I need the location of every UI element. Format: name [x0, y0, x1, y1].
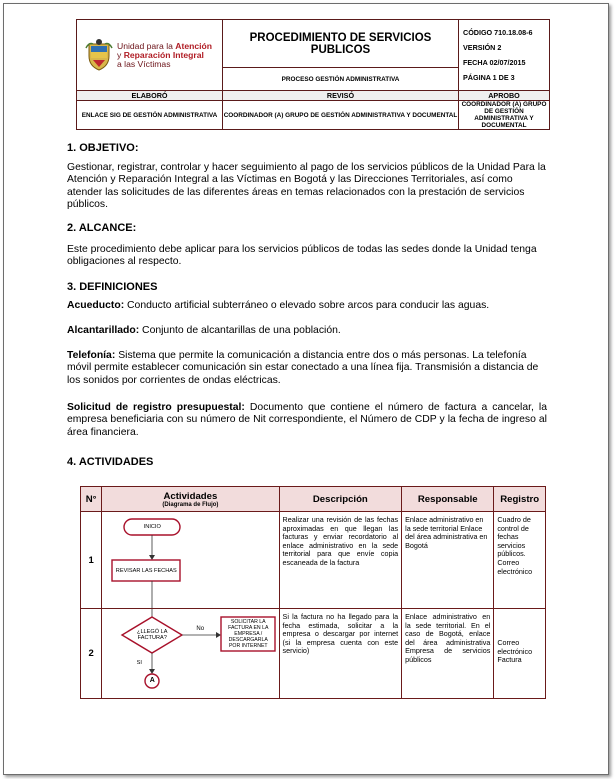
row-description: Si la factura no ha llegado para la fecha estimada, solicitar a la empresa o descargar por internet (si la empresa cuenta con este servicio): [279, 609, 402, 699]
logo-line2-bold: Reparación Integral: [123, 49, 204, 60]
aprobo-label: APROBO: [459, 91, 550, 101]
logo-line1: Unidad para la: [117, 40, 173, 51]
definition-term: Solicitud de registro presupuestal:: [67, 402, 245, 413]
document-code: CÓDIGO 710.18.08-6: [463, 27, 533, 37]
col-activities-header: [102, 487, 279, 512]
row-responsible: Enlace administrativo en la sede territorial Enlace del área administrativa en Bogotá: [402, 512, 494, 609]
flow-cell: [102, 512, 279, 609]
definition-text: Documento que contiene el número de factura a cancelar, la empresa beneficiaria con su número de Nit correspondiente, el Número de CDP y la fecha de ingreso al área financiera.: [67, 402, 547, 438]
flow-start-label: INICIO: [143, 524, 161, 530]
logo-line2: y: [117, 49, 122, 60]
section-objetivo-title: 1. OBJETIVO:: [67, 142, 139, 154]
reviso-label: REVISÓ: [223, 91, 459, 101]
logo-line3: a las Víctimas: [117, 58, 171, 69]
col-num-header: N°: [81, 487, 102, 512]
col-record-header: Registro: [494, 487, 546, 512]
definition-term: Acueducto:: [67, 300, 125, 311]
table-row: [81, 609, 546, 699]
aprobo-value: COORDINADOR (A) GRUPO DE GESTIÓN ADMINISTRATIVA Y DOCUMENTAL: [459, 101, 550, 130]
row-number: 2: [81, 609, 102, 699]
logo-cell: [77, 20, 223, 91]
col-description-header: Descripción: [279, 487, 402, 512]
definition-text: Conducto artificial subterráneo o elevado sobre arcos para conducir las aguas.: [124, 300, 490, 311]
coat-of-arms-icon: [85, 38, 113, 72]
row-responsible: Enlace administrativo en la sede territorial. En el caso de Bogotá, enlace del área administrativa Empresa de servicios públicos: [402, 609, 494, 699]
col-activities-label: Actividades: [163, 490, 218, 502]
flow-cell: [102, 609, 279, 699]
row-record: Correo electrónico Factura: [494, 609, 546, 699]
elaboro-label: ELABORÓ: [77, 91, 223, 101]
flow-yes-label: SI: [136, 660, 142, 666]
flow-connector-label: A: [149, 677, 155, 684]
flow-decision-label: ¿LLEGÓ LA FACTURA?: [137, 629, 168, 641]
definition-alcantarillado: [67, 325, 547, 337]
definition-term: Alcantarillado:: [67, 325, 140, 336]
document-metadata: [459, 20, 550, 91]
document-header: [76, 19, 550, 130]
section-objetivo-text: Gestionar, registrar, controlar y hacer seguimiento al pago de los servicios públicos de la Unidad Para la Atención y Reparación Integral a las Víctimas en Bogotá y las Direcciones Territoriales, así como atender las solicitudes de las diferentes áreas en temas relacionados con la prestación de servicios públicos.: [67, 162, 546, 210]
definition-registro-presupuestal: [67, 402, 547, 439]
definition-term: Telefonía:: [67, 350, 116, 361]
row-number: 1: [81, 512, 102, 609]
logo-wordmark: [117, 42, 212, 69]
table-row: [81, 512, 546, 609]
unit-logo: [77, 38, 222, 72]
elaboro-value: ENLACE SIG DE GESTIÓN ADMINISTRATIVA: [77, 101, 223, 130]
definition-text: Conjunto de alcantarillas de una población.: [139, 325, 341, 336]
section-definiciones-title: 3. DEFINICIONES: [67, 281, 158, 293]
document-version: VERSIÓN 2: [463, 42, 502, 52]
definition-acueducto: [67, 300, 547, 312]
logo-line1-bold: Atención: [175, 40, 213, 51]
activities-table: [80, 486, 546, 699]
flow-request-label: SOLICITAR LA FACTURA EN LA EMPRESA / DESCARGARLA POR INTERNET: [228, 619, 269, 649]
row-record: Cuadro de control de fechas servicios públicos. Correo electrónico: [494, 512, 546, 609]
document-title: PROCEDIMIENTO DE SERVICIOS PUBLICOS: [223, 20, 459, 68]
document-page: [3, 3, 609, 775]
document-page-number: PÁGINA 1 DE 3: [463, 72, 515, 82]
process-name: PROCESO GESTIÓN ADMINISTRATIVA: [223, 68, 459, 91]
section-alcance-title: 2. ALCANCE:: [67, 222, 137, 234]
section-actividades-title: 4. ACTIVIDADES: [67, 456, 154, 468]
reviso-value: COORDINADOR (A) GRUPO DE GESTIÓN ADMINISTRATIVA Y DOCUMENTAL: [223, 101, 459, 130]
flow-review-label: REVISAR LAS FECHAS: [115, 568, 177, 574]
flow-no-label: No: [196, 626, 205, 632]
section-alcance-text: Este procedimiento debe aplicar para los servicios públicos de todas las sedes donde la Unidad tenga obligaciones al respecto.: [67, 244, 537, 268]
col-responsible-header: Responsable: [402, 487, 494, 512]
row-description: Realizar una revisión de las fechas aproximadas en que llegan las facturas y enviar recordatorio al enlace administrativo en la sede territorial para que envíe copia escaneada de la factura: [279, 512, 402, 609]
document-date: FECHA 02/07/2015: [463, 57, 526, 67]
definition-text: Sistema que permite la comunicación a distancia entre dos o más personas. La telefonía móvil permite establecer comunicación sin estar conectado a una línea fija. Transmisión a distancia de los sonidos por corrientes de ondas eléctricas.: [67, 350, 539, 386]
col-activities-sublabel: (Diagrama de Flujo): [162, 501, 219, 508]
definition-telefonia: [67, 350, 547, 387]
